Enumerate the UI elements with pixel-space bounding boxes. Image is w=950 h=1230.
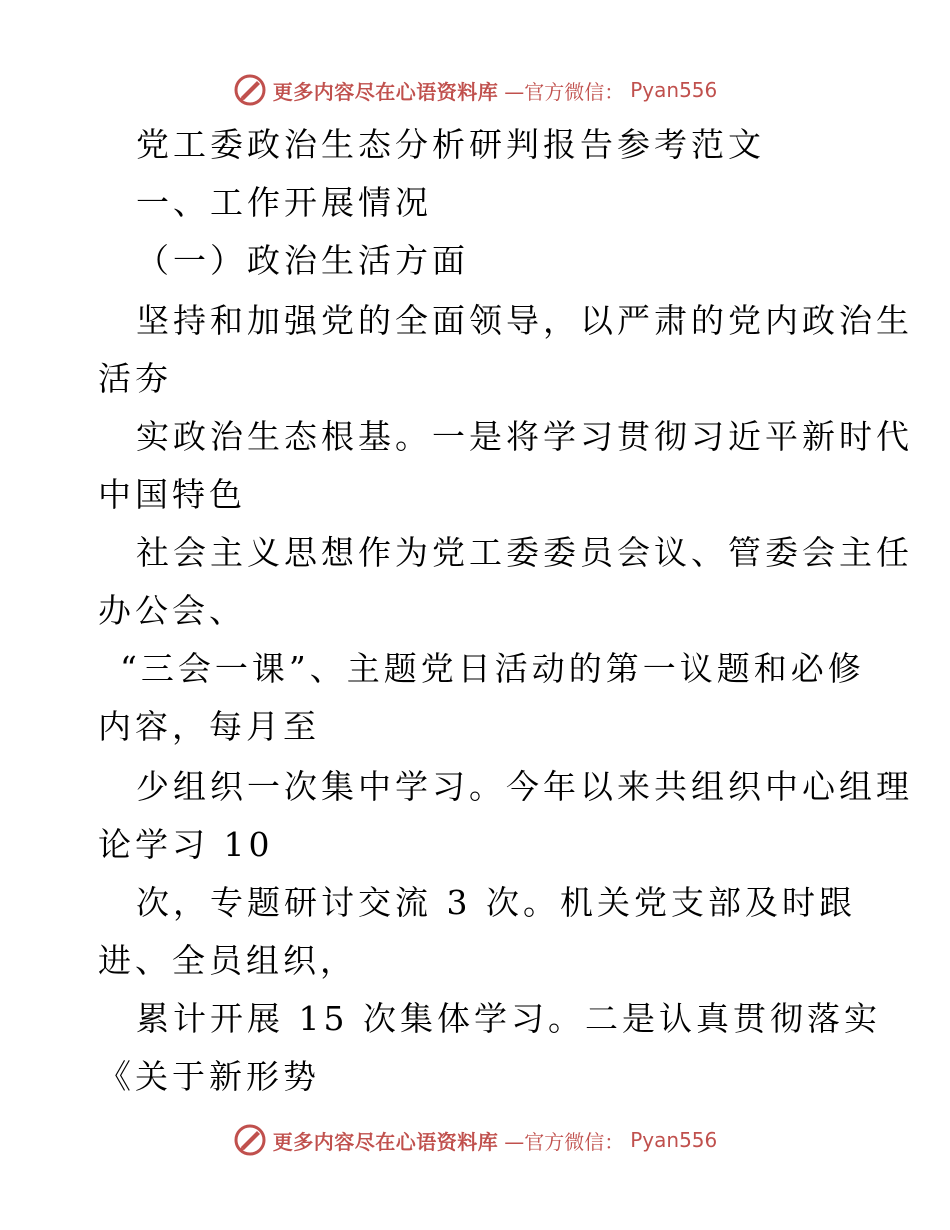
watermark-wechat-id: Pyan556 bbox=[630, 1128, 718, 1152]
paragraph-line: 《关于新形势 bbox=[98, 1057, 320, 1096]
header-watermark bbox=[0, 70, 950, 110]
brand-logo-icon bbox=[233, 73, 267, 107]
paragraph-line: 社会主义思想作为党工委委员会议、管委会主任 bbox=[136, 533, 913, 572]
watermark-text: 更多内容尽在心语资料库 bbox=[272, 1129, 499, 1154]
paragraph-line: 进、全员组织， bbox=[98, 941, 357, 980]
watermark-wechat-id: Pyan556 bbox=[630, 78, 718, 102]
footer-watermark bbox=[0, 1120, 950, 1160]
paragraph-line: 内容，每月至 bbox=[98, 707, 320, 746]
paragraph-line: 实政治生态根基。一是将学习贯彻习近平新时代 bbox=[136, 417, 913, 456]
document-title: 党工委政治生态分析研判报告参考范文 bbox=[136, 125, 765, 164]
paragraph-line: 少组织一次集中学习。今年以来共组织中心组理 bbox=[136, 767, 913, 806]
paragraph-line: “三会一课”、主题党日活动的第一议题和必修 bbox=[120, 649, 865, 688]
paragraph-line: 累计开展 15 次集体学习。二是认真贯彻落实 bbox=[136, 999, 881, 1038]
paragraph-line: 办公会、 bbox=[98, 591, 246, 630]
watermark-separator: —官方微信： bbox=[504, 79, 625, 104]
brand-logo-icon bbox=[233, 1123, 267, 1157]
paragraph-line: 论学习 10 bbox=[98, 825, 274, 864]
subsection-heading: （一）政治生活方面 bbox=[136, 241, 469, 280]
paragraph-line: 次，专题研讨交流 3 次。机关党支部及时跟 bbox=[136, 883, 856, 922]
paragraph-line: 中国特色 bbox=[98, 475, 246, 514]
watermark-text: 更多内容尽在心语资料库 bbox=[272, 79, 499, 104]
paragraph-line: 活夯 bbox=[98, 359, 172, 398]
watermark-separator: —官方微信： bbox=[504, 1129, 625, 1154]
paragraph-line: 坚持和加强党的全面领导，以严肃的党内政治生 bbox=[136, 301, 913, 340]
section-heading: 一、工作开展情况 bbox=[136, 183, 432, 222]
